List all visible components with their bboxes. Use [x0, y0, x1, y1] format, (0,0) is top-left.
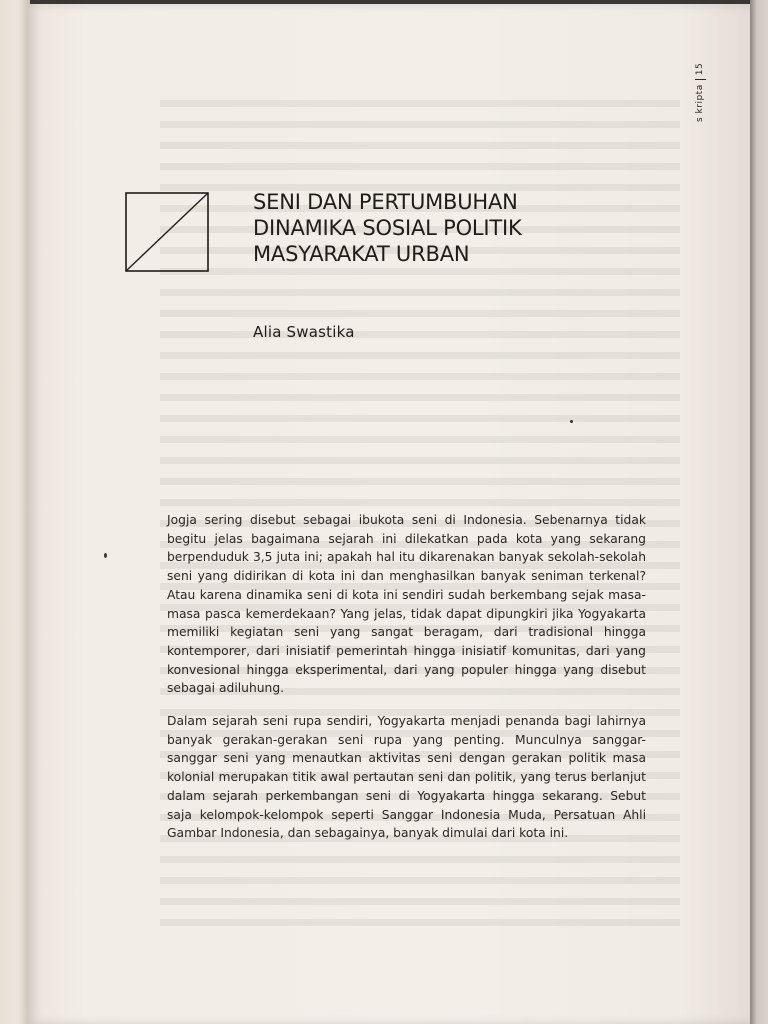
article-title [253, 189, 653, 267]
running-head-section: s kripta [695, 84, 705, 122]
facing-page-edge [0, 0, 30, 1024]
paper-speck [570, 420, 573, 423]
running-head [690, 52, 710, 122]
author-name: Alia Swastika [253, 323, 355, 341]
title-line: SENI DAN PERTUMBUHAN [253, 190, 518, 214]
paper-speck [104, 553, 107, 558]
article-body [167, 511, 646, 857]
paragraph: Dalam sejarah seni rupa sendiri, Yogyakarta menjadi penanda bagi lahirnya banyak gerakan-gerakan seni rupa yang penting. Munculnya sanggar-sanggar seni yang menautkan aktivitas seni dengan gerakan politik masa kolonial merupakan titik awal pertautan seni dan politik, yang terus berlanjut dalam sejarah perkembangan seni di Yogyakarta hingga sekarang. Sebut saja kelompok-kelompok seperti Sanggar Indonesia Muda, Persatuan Ahli Gambar Indonesia, dan sebagainya, banyak dimulai dari kota ini. [167, 714, 646, 841]
square-with-diagonal-icon [125, 192, 209, 272]
running-head-separator [695, 79, 706, 80]
page-number: 15 [695, 62, 705, 76]
title-line: DINAMIKA SOSIAL POLITIK [253, 216, 522, 240]
paragraph: Jogja sering disebut sebagai ibukota seni di Indonesia. Sebenarnya tidak begitu jelas bagaimana sejarah ini dilekatkan pada kota yang sekarang berpenduduk 3,5 juta ini; apakah hal itu dikarenakan banyak sekolah-sekolah seni yang didirikan di kota ini dan menghasilkan banyak seniman terkenal? Atau karena dinamika seni di kota ini sendiri sudah berkembang sejak masa-masa pasca kemerdekaan? Yang jelas, tidak dapat dipungkiri jika Yogyakarta memiliki kegiatan seni yang sangat beragam, dari tradisional hingga kontemporer, dari inisiatif pemerintah hingga inisiatif komunitas, dari yang konvesional hingga eksperimental, dari yang populer hingga yang disebut sebagai adiluhung. [167, 513, 646, 696]
title-line: MASYARAKAT URBAN [253, 242, 470, 266]
page-stack-edge [750, 0, 768, 1024]
